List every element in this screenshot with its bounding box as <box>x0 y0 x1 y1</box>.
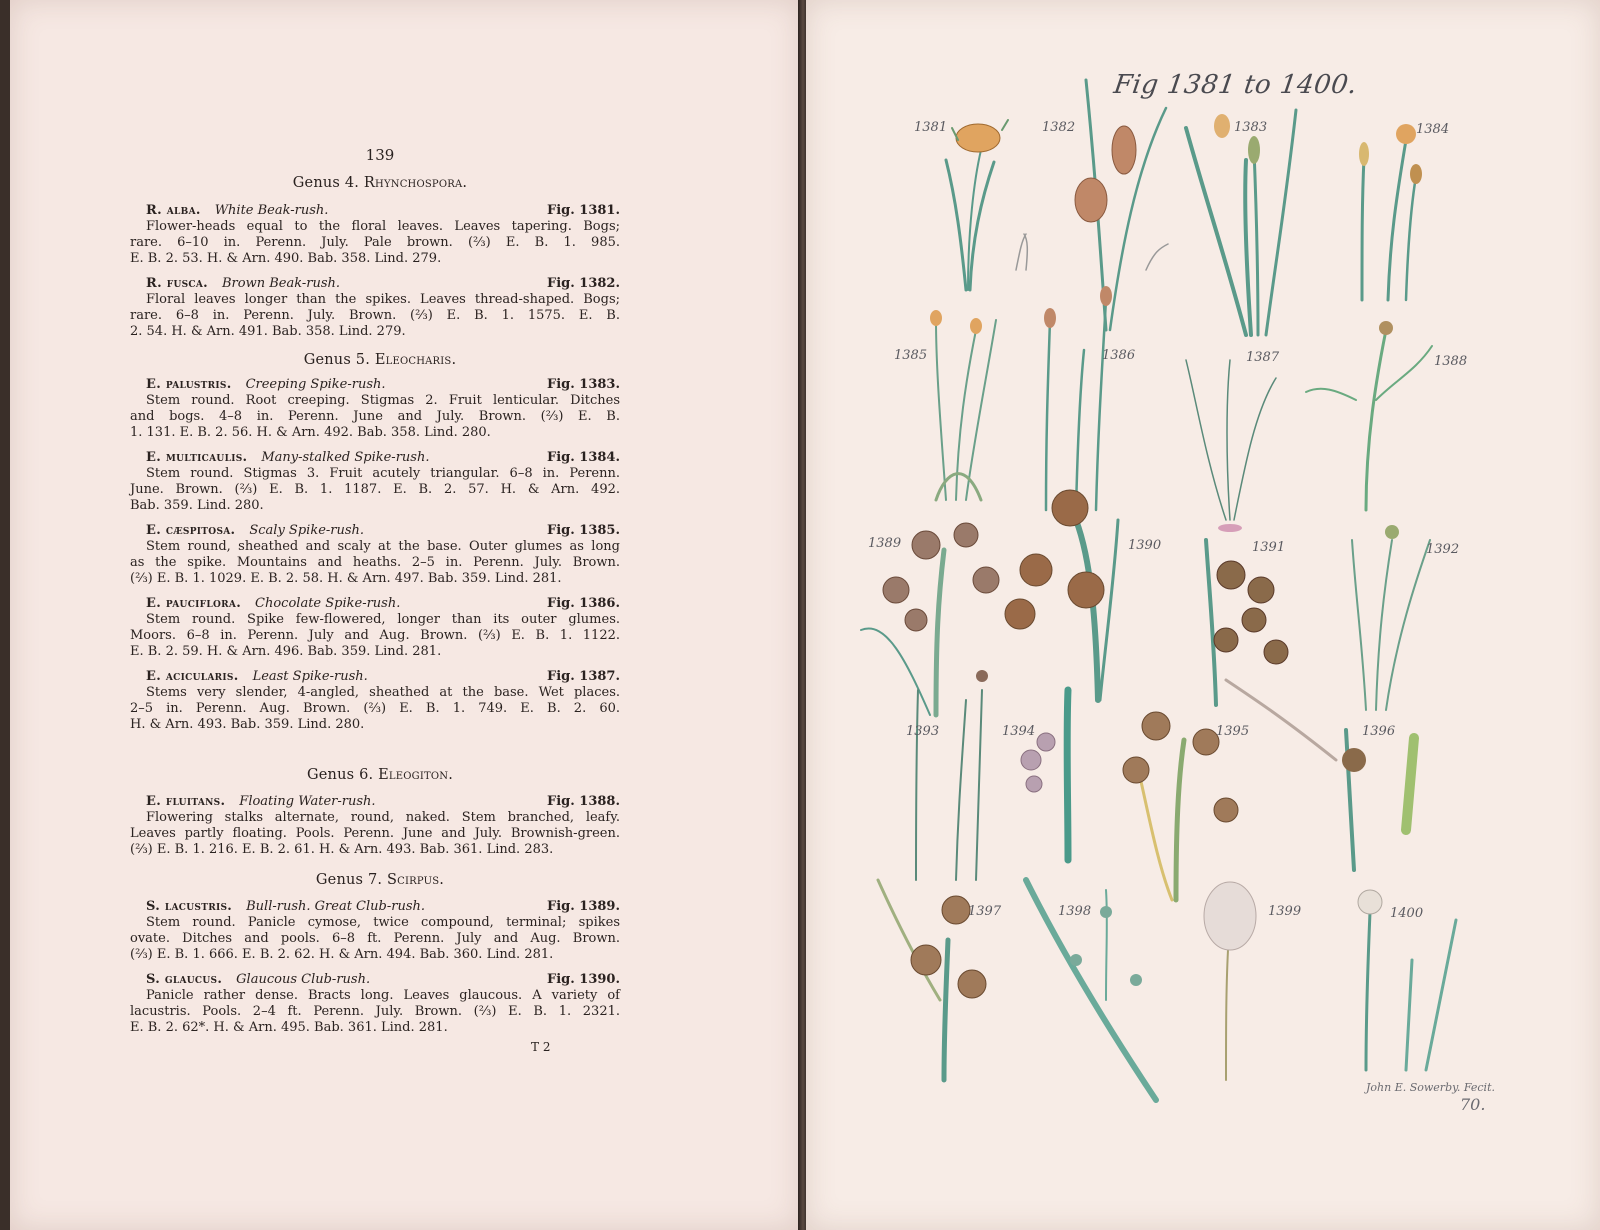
species-name: E. cæspitosa. <box>146 523 236 538</box>
genus-name: Eleocharis. <box>374 352 457 368</box>
entry-line: E. B. 2. 62*. H. & Arn. 495. Bab. 361. Lind. 281. <box>130 1020 448 1035</box>
entry-line: E. B. 2. 53. H. & Arn. 490. Bab. 358. Lind. 279. <box>130 251 442 266</box>
entry-line: 2–5 in. Perenn. Aug. Brown. (⅔) E. B. 1. 749. E. B. 2. 60. <box>130 701 620 716</box>
entry-line: 1. 131. E. B. 2. 56. H. & Arn. 492. Bab. 358. Lind. 280. <box>130 425 491 440</box>
figure-ref: Fig. 1384. <box>546 450 620 465</box>
figure-number-label: 1391 <box>1252 540 1286 555</box>
species-name: E. acicularis. <box>146 669 239 684</box>
genus-heading <box>10 175 750 191</box>
botanical-plate-illustration <box>806 0 1600 1230</box>
entry-line: 2. 54. H. & Arn. 491. Bab. 358. Lind. 279. <box>130 324 406 339</box>
figure-ref: Fig. 1382. <box>546 276 620 291</box>
species-name: R. alba. <box>146 203 201 218</box>
figure-ref: Fig. 1386. <box>546 596 620 611</box>
entry-line: Bab. 359. Lind. 280. <box>130 498 264 513</box>
entry-line: Stem round. Stigmas 3. Fruit acutely triangular. 6–8 in. Perenn. <box>146 466 620 481</box>
entry-line: Floral leaves longer than the spikes. Leaves thread-shaped. Bogs; <box>146 292 620 307</box>
common-name: Scaly Spike-rush. <box>249 523 365 538</box>
common-name: Least Spike-rush. <box>252 669 368 684</box>
plant-1388-illustration <box>1306 321 1432 510</box>
plant-1382-illustration <box>1075 80 1168 330</box>
plate-number: 70. <box>1460 1095 1486 1114</box>
entry-line: Stem round. Root creeping. Stigmas 2. Fruit lenticular. Ditches <box>146 393 620 408</box>
signature-mark: T 2 <box>531 1040 551 1054</box>
species-name: S. glaucus. <box>146 972 223 987</box>
entry-line: June. Brown. (⅔) E. B. 1. 1187. E. B. 2. 57. H. & Arn. 492. <box>130 482 620 497</box>
figure-number-label: 1383 <box>1234 120 1268 135</box>
text-page <box>10 0 800 1230</box>
genus-prefix: Genus 4. <box>292 175 360 191</box>
common-name: White Beak-rush. <box>214 203 329 218</box>
common-name: Many-stalked Spike-rush. <box>261 450 430 465</box>
entry-line: Stems very slender, 4-angled, sheathed at the base. Wet places. <box>146 685 620 700</box>
plant-1393-illustration <box>916 670 988 880</box>
species-entry <box>130 450 620 514</box>
figure-ref: Fig. 1381. <box>546 203 620 218</box>
common-name: Brown Beak-rush. <box>221 276 340 291</box>
entry-line: Flower-heads equal to the floral leaves. Leaves tapering. Bogs; <box>146 219 620 234</box>
entry-line: E. B. 2. 59. H. & Arn. 496. Bab. 359. Lind. 281. <box>130 644 442 659</box>
plant-1385-illustration <box>930 310 996 500</box>
species-name: E. palustris. <box>146 377 232 392</box>
species-entry <box>130 899 620 963</box>
figure-ref: Fig. 1385. <box>546 523 620 538</box>
plant-1396-illustration <box>1342 730 1414 870</box>
plant-1384-illustration <box>1359 124 1422 300</box>
plant-1387-illustration <box>1186 360 1276 532</box>
species-name: E. pauciflora. <box>146 596 242 611</box>
species-entry <box>130 972 620 1036</box>
figure-number-label: 1392 <box>1426 542 1460 557</box>
species-name: S. lacustris. <box>146 899 233 914</box>
species-entry <box>130 523 620 587</box>
entry-line: Leaves partly floating. Pools. Perenn. June and July. Brownish-green. <box>130 826 620 841</box>
species-name: E. fluitans. <box>146 794 226 809</box>
common-name: Creeping Spike-rush. <box>245 377 386 392</box>
plant-1389-illustration <box>861 523 999 715</box>
species-entry <box>130 596 620 660</box>
species-entry <box>130 377 620 441</box>
entry-line: (⅔) E. B. 1. 666. E. B. 2. 62. H. & Arn. 494. Bab. 360. Lind. 281. <box>130 947 554 962</box>
entry-line: rare. 6–8 in. Perenn. July. Brown. (⅔) E. B. 1. 1575. E. B. <box>130 308 620 323</box>
genus-heading <box>10 352 750 368</box>
plant-1381-illustration <box>946 120 1027 290</box>
engraver-credit: John E. Sowerby. Fecit. <box>1366 1081 1495 1094</box>
figure-ref: Fig. 1387. <box>546 669 620 684</box>
entry-line: ovate. Ditches and pools. 6–8 ft. Perenn. July and Aug. Brown. <box>130 931 620 946</box>
species-name: R. fusca. <box>146 276 208 291</box>
plant-1390-illustration <box>1005 490 1118 700</box>
plant-1392-illustration <box>1352 525 1430 710</box>
genus-prefix: Genus 7. <box>315 872 383 888</box>
entry-line: H. & Arn. 493. Bab. 359. Lind. 280. <box>130 717 365 732</box>
common-name: Chocolate Spike-rush. <box>255 596 401 611</box>
genus-heading <box>10 872 750 888</box>
species-entry <box>130 794 620 858</box>
figure-number-label: 1395 <box>1216 724 1250 739</box>
entry-line: Stem round. Panicle cymose, twice compound, terminal; spikes <box>146 915 620 930</box>
plant-1386-illustration <box>1044 286 1112 510</box>
genus-name: Scirpus. <box>387 872 445 888</box>
plant-1395-illustration <box>1123 712 1238 900</box>
figure-number-label: 1390 <box>1128 538 1162 553</box>
figure-number-label: 1382 <box>1042 120 1076 135</box>
figure-number-label: 1396 <box>1362 724 1396 739</box>
figure-number-label: 1399 <box>1268 904 1302 919</box>
plate-page <box>806 0 1600 1230</box>
figure-number-label: 1394 <box>1002 724 1036 739</box>
common-name: Glaucous Club-rush. <box>236 972 371 987</box>
figure-number-label: 1393 <box>906 724 940 739</box>
plant-1394-illustration <box>1021 690 1068 860</box>
figure-number-label: 1384 <box>1416 122 1450 137</box>
entry-line: lacustris. Pools. 2–4 ft. Perenn. July. Brown. (⅔) E. B. 1. 2321. <box>130 1004 620 1019</box>
figure-number-label: 1381 <box>914 120 948 135</box>
entry-line: (⅔) E. B. 1. 216. E. B. 2. 61. H. & Arn. 493. Bab. 361. Lind. 283. <box>130 842 554 857</box>
species-entry <box>130 276 620 340</box>
figure-ref: Fig. 1390. <box>546 972 620 987</box>
entry-line: Moors. 6–8 in. Perenn. July and Aug. Brown. (⅔) E. B. 1. 1122. <box>130 628 620 643</box>
page-number: 139 <box>365 146 395 164</box>
entry-line: (⅔) E. B. 1. 1029. E. B. 2. 58. H. & Arn. 497. Bab. 359. Lind. 281. <box>130 571 562 586</box>
plant-1399-illustration <box>1204 882 1256 1080</box>
entry-line: Flowering stalks alternate, round, naked. Stem branched, leafy. <box>146 810 620 825</box>
figure-number-label: 1397 <box>968 904 1002 919</box>
entry-line: and bogs. 4–8 in. Perenn. June and July. Brown. (⅔) E. B. <box>130 409 620 424</box>
plant-1383-illustration <box>1186 110 1296 335</box>
plate-title: Fig 1381 to 1400. <box>1111 70 1360 100</box>
figure-ref: Fig. 1389. <box>546 899 620 914</box>
species-entry <box>130 203 620 267</box>
entry-line: Stem round, sheathed and scaly at the base. Outer glumes as long <box>146 539 620 554</box>
genus-name: Rhynchospora. <box>363 175 468 191</box>
species-name: E. multicaulis. <box>146 450 248 465</box>
figure-ref: Fig. 1383. <box>546 377 620 392</box>
entry-line: Stem round. Spike few-flowered, longer than its outer glumes. <box>146 612 620 627</box>
figure-number-label: 1389 <box>868 536 902 551</box>
common-name: Floating Water-rush. <box>239 794 376 809</box>
common-name: Bull-rush. Great Club-rush. <box>246 899 426 914</box>
genus-name: Eleogiton. <box>378 767 454 783</box>
figure-number-label: 1387 <box>1246 350 1280 365</box>
genus-heading <box>10 767 750 783</box>
entry-line: Panicle rather dense. Bracts long. Leaves glaucous. A variety of <box>146 988 620 1003</box>
genus-prefix: Genus 5. <box>303 352 371 368</box>
figure-number-label: 1400 <box>1390 906 1424 921</box>
figure-number-label: 1385 <box>894 348 928 363</box>
entry-line: rare. 6–10 in. Perenn. July. Pale brown. (⅔) E. B. 1. 985. <box>130 235 620 250</box>
figure-number-label: 1388 <box>1434 354 1468 369</box>
figure-number-label: 1398 <box>1058 904 1092 919</box>
figure-ref: Fig. 1388. <box>546 794 620 809</box>
genus-prefix: Genus 6. <box>306 767 374 783</box>
entry-line: as the spike. Mountains and heaths. 2–5 in. Perenn. July. Brown. <box>130 555 620 570</box>
figure-number-label: 1386 <box>1102 348 1136 363</box>
species-entry <box>130 669 620 733</box>
